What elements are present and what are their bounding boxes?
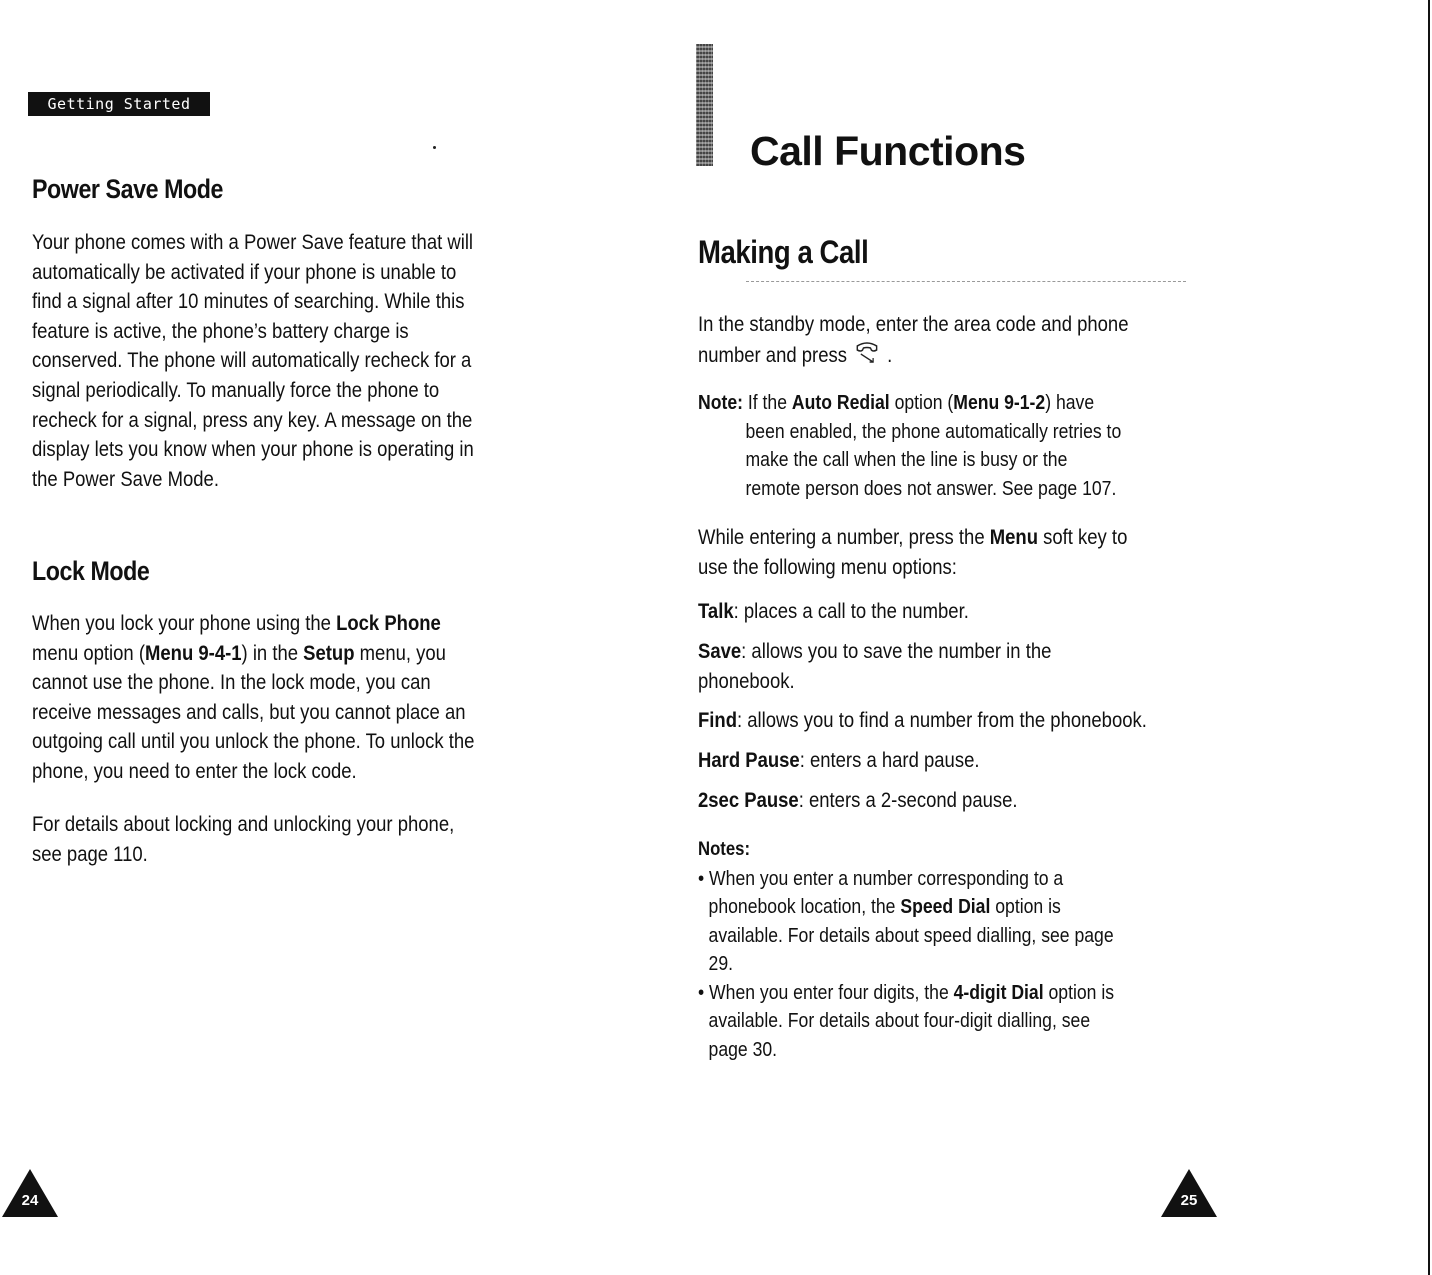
text-line: automatically be activated if your phone is unable to (32, 260, 457, 284)
bold-term: Setup (303, 641, 355, 665)
text-line: • When you enter a number corresponding to a (698, 867, 1064, 890)
page-edge-line (1428, 0, 1430, 1275)
text-line (698, 706, 1147, 736)
page-number-right (1160, 1168, 1218, 1218)
text-line: For details about locking and unlocking your phone, (32, 813, 455, 836)
text-line: find a signal after 10 minutes of searching. While this (32, 290, 465, 314)
text-run: ) have (1045, 392, 1095, 414)
text-run: menu option ( (32, 641, 146, 665)
section-tab: Getting Started (28, 92, 210, 116)
right-page (698, 0, 1432, 1275)
text-line (698, 893, 1114, 922)
text-line: receive messages and calls, but you cannot place an (32, 700, 466, 724)
text-line: available. For details about speed dialling, see page (708, 924, 1114, 947)
text-line: recheck for a signal, press any key. A message on the (32, 408, 473, 432)
text-run: When you lock your phone using the (32, 612, 337, 635)
text-line: page 30. (708, 1038, 778, 1061)
text-line: 29. (708, 953, 734, 975)
option-desc: : places a call to the number. (733, 600, 969, 623)
bold-term: Menu (989, 526, 1038, 549)
note-label: Note: (698, 392, 743, 414)
option-desc: : enters a 2-second pause. (798, 789, 1018, 812)
stray-dot (433, 146, 436, 149)
text-run: menu, you (354, 641, 446, 665)
text-line: conserved. The phone will automatically recheck for a (32, 349, 472, 373)
text-line: been enabled, the phone automatically retries to (745, 420, 1122, 443)
power-save-heading: Power Save Mode (32, 174, 224, 204)
chapter-marker-bar (696, 44, 713, 166)
heading-rule (746, 281, 1186, 283)
text-line: In the standby mode, enter the area code and phone (698, 313, 1129, 336)
bold-term: Speed Dial (900, 896, 991, 918)
option-desc: : allows you to find a number from the phonebook. (737, 709, 1147, 732)
text-run: option ( (889, 392, 954, 414)
lock-mode-paragraph (32, 609, 474, 787)
text-line (698, 340, 1128, 371)
bold-term: Menu 9-4-1 (145, 641, 242, 665)
text-line (698, 597, 969, 627)
text-run: If the (742, 392, 792, 414)
option-hard-pause (698, 746, 979, 776)
notes-title: Notes: (698, 839, 751, 860)
text-line: cannot use the phone. In the lock mode, you can (32, 671, 431, 695)
text-line: display lets you know when your phone is operating in (32, 438, 474, 462)
text-line: the Power Save Mode. (32, 467, 219, 491)
bold-term: Menu 9-1-2 (953, 392, 1046, 414)
intro-paragraph (698, 310, 1128, 370)
option-save (698, 637, 1051, 696)
text-line: see page 110. (32, 842, 148, 866)
option-term: Talk (698, 600, 734, 623)
lock-details-paragraph (32, 810, 454, 869)
text-line: make the call when the line is busy or the (745, 449, 1068, 472)
text-line: use the following menu options: (698, 555, 957, 579)
option-term: Save (698, 640, 742, 663)
note-paragraph (698, 389, 1121, 504)
option-term: Hard Pause (698, 749, 800, 772)
option-talk (698, 597, 969, 627)
chapter-title: Call Functions (750, 128, 1026, 174)
text-run: While entering a number, press the (698, 526, 990, 549)
text-run: soft key to (1037, 526, 1128, 549)
text-line: phone, you need to enter the lock code. (32, 759, 357, 783)
text-line: remote person does not answer. See page 107. (745, 478, 1117, 501)
text-line (698, 746, 979, 776)
text-run: • When you enter four digits, the (698, 981, 954, 1004)
text-run: option is (1043, 981, 1115, 1004)
text-line (698, 389, 1121, 418)
text-line: phonebook. (698, 669, 795, 693)
option-desc: : enters a hard pause. (799, 749, 980, 772)
text-run: option is (990, 896, 1061, 918)
text-line (698, 523, 1127, 553)
text-run: number and press (698, 343, 847, 367)
page-number-text: 24 (21, 1192, 39, 1209)
option-desc: : allows you to save the number in the (741, 640, 1052, 663)
bold-term: Lock Phone (336, 612, 441, 635)
text-line (698, 637, 1051, 667)
option-term: Find (698, 709, 738, 732)
text-line (32, 639, 474, 669)
text-run: phonebook location, the (708, 896, 901, 918)
text-run: ) in the (241, 641, 304, 665)
text-line (698, 786, 1018, 816)
menu-paragraph (698, 523, 1127, 582)
power-save-paragraph (32, 228, 474, 494)
text-line (698, 979, 1114, 1008)
making-call-heading: Making a Call (698, 234, 869, 270)
page-number-text: 25 (1180, 1192, 1198, 1209)
text-line: Your phone comes with a Power Save feature that will (32, 231, 474, 254)
text-line: feature is active, the phone’s battery charge is (32, 319, 409, 343)
lock-mode-heading: Lock Mode (32, 556, 150, 586)
page-number-left (1, 1168, 59, 1218)
text-line: available. For details about four-digit dialling, see (708, 1010, 1091, 1032)
text-line: outgoing call until you unlock the phone. To unlock the (32, 730, 475, 754)
text-line (32, 609, 474, 639)
notes-block (698, 836, 1114, 1064)
bold-term: 4-digit Dial (953, 981, 1044, 1004)
bold-term: Auto Redial (791, 392, 890, 414)
option-term: 2sec Pause (698, 789, 799, 812)
option-2sec-pause (698, 786, 1018, 816)
send-key-icon (852, 340, 882, 366)
text-run: . (887, 343, 893, 367)
text-line: signal periodically. To manually force the phone to (32, 378, 440, 402)
option-find (698, 706, 1147, 736)
